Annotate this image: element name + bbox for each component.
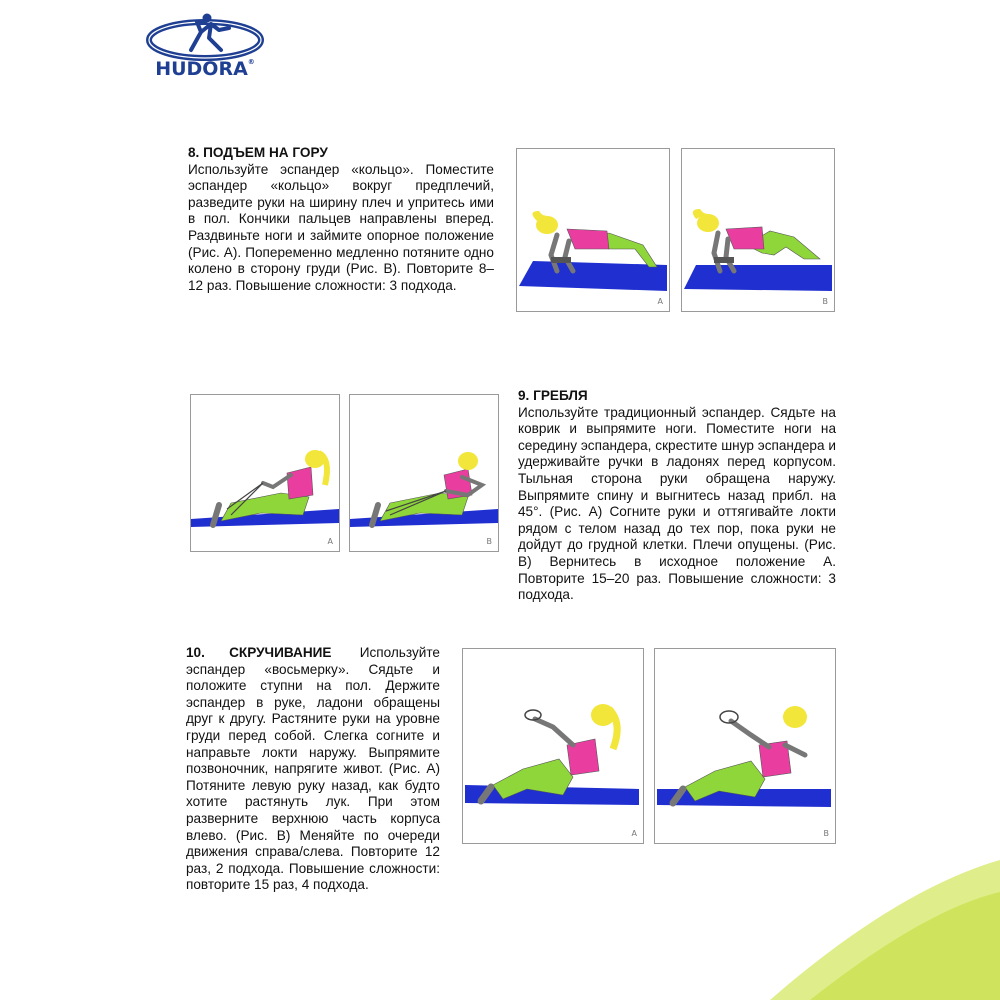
mountain-climber-illustration-icon [682, 149, 836, 313]
exercise-8-title: 8. ПОДЪЕМ НА ГОРУ [188, 145, 328, 160]
figure-8b [681, 148, 835, 312]
figure-10b [654, 648, 836, 844]
exercise-9-title: 9. ГРЕБЛЯ [518, 388, 588, 403]
exercise-9-section [518, 388, 836, 604]
exercise-9-text: Используйте традиционный эспандер. Сядьте на коврик и выпрямите ноги. Поместите ноги на середину эспандера, скрестите шнур эспандера и удерживайте ручки в ладонях перед корпусом. Тыльная сторона руки обращена наружу. Выпрямите спину и выгнитесь назад прибл. на 45°. (Рис. A) Согните руки и оттягивайте локти рядом с телом назад до тех пор, пока руки не дойдут до грудной клетки. Плечи опущены. (Рис. B) Вернитесь в исходное положение A. Повторите 15–20 раз. Повышение сложности: 3 подхода. [518, 404, 836, 603]
figure-10b-label: B [823, 829, 829, 838]
exercise-10-section [186, 645, 440, 894]
brand-name: HUDORA® [155, 58, 255, 80]
figure-9a [190, 394, 340, 552]
brand-logo [145, 10, 265, 82]
logo-emblem-icon [145, 10, 265, 62]
exercise-10-text: Используйте эспандер «восьмерку». Сядьте и положите ступни на пол. Держите эспандер в руке, ладони обращены друг к другу. Растяните руки на уровне груди перед собой. Слегка согните и направьте локти наружу. Выпрямите позвоночник, напрягите живот. (Рис. A) Потяните левую руку назад, как будто хотите растянуть лук. При этом разверните верхнюю часть корпуса влево. (Рис. B) Меняйте по очереди движения справа/слева. Повторите 12 раз, 2 подхода. Повышение сложности: повторите 15 раз, 4 подхода. [186, 645, 440, 893]
rowing-pull-illustration-icon [350, 395, 500, 553]
figure-9a-label: A [327, 537, 333, 546]
exercise-8-section [188, 145, 494, 294]
figure-8a [516, 148, 670, 312]
exercise-8-text: Используйте эспандер «кольцо». Поместите эспандер «кольцо» вокруг предплечий, разведите руки на ширину плеч и упритесь ими в пол. Кончики пальцев направлены вперед. Раздвиньте ноги и займите опорное положение (Рис. A). Попеременно медленно потяните одно колено в сторону груди (Рис. B). Повторите 8–12 раз. Повышение сложности: 3 подхода. [188, 161, 494, 293]
figure-8a-label: A [657, 297, 663, 306]
figure-9b [349, 394, 499, 552]
exercise-10-title: 10. СКРУЧИВАНИЕ [186, 645, 332, 660]
rowing-illustration-icon [191, 395, 341, 553]
plank-illustration-icon [517, 149, 671, 313]
twist-illustration-icon [463, 649, 645, 845]
twist-rotate-illustration-icon [655, 649, 837, 845]
figure-10a-label: A [631, 829, 637, 838]
figure-10a [462, 648, 644, 844]
figure-9b-label: B [486, 537, 492, 546]
figure-8b-label: B [822, 297, 828, 306]
